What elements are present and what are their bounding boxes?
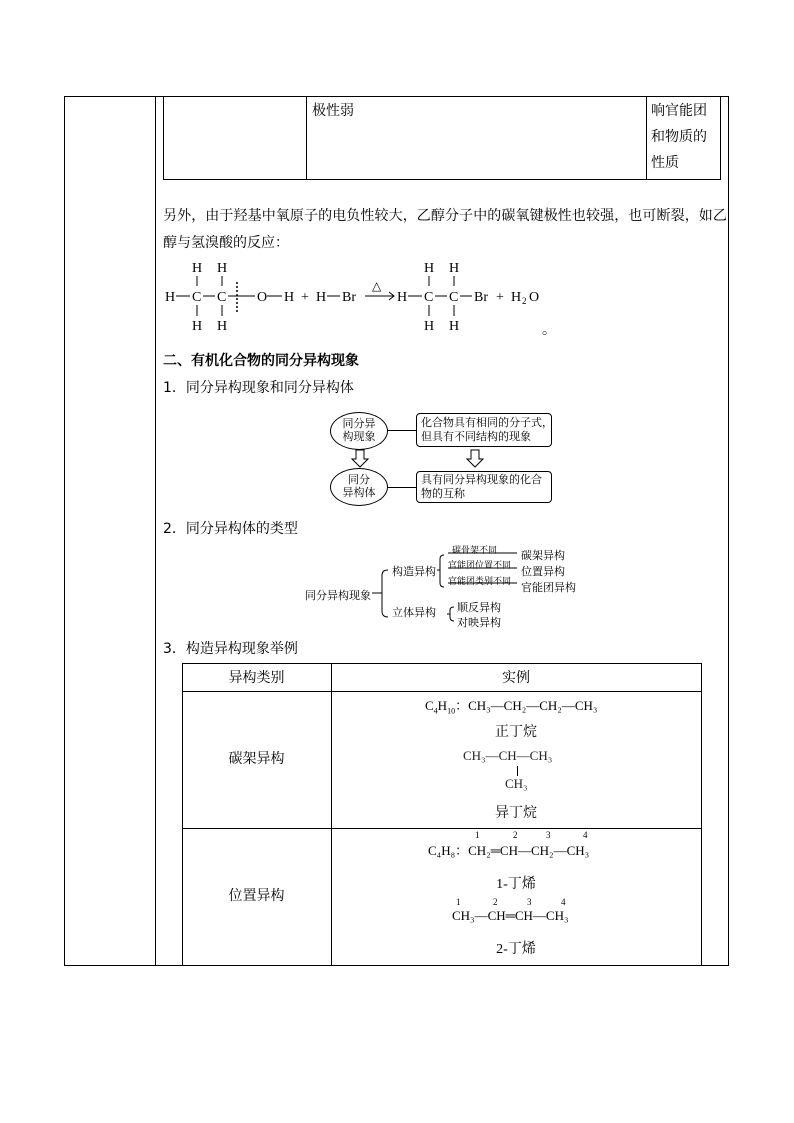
reaction-c1: C	[192, 290, 202, 305]
oval1-line2: 构现象	[342, 430, 376, 443]
top-table-left	[163, 96, 164, 180]
tree-result-position: 位置异构	[521, 565, 565, 578]
ex-row2-formula-prefix: C₄H₈：	[428, 843, 469, 858]
ex-row1-name1: 正丁烷	[495, 724, 537, 740]
reaction-h-bot4: H	[449, 319, 460, 334]
box1-line2: 但具有不同结构的现象	[421, 430, 531, 443]
reaction-period: 。	[542, 323, 556, 338]
outer-bottom-border	[64, 965, 729, 966]
ex-row1-formula-h: H	[437, 698, 448, 713]
reaction-plus2: +	[496, 290, 504, 305]
top-table-div1	[306, 96, 307, 180]
ex-row2-num1-2: 2	[513, 830, 518, 840]
reaction-svg	[160, 254, 580, 338]
tree-cond-position: 官能团位置不同	[448, 561, 512, 571]
ex-row2-num2-1: 1	[456, 897, 461, 907]
ex-table-top	[182, 663, 702, 664]
reaction-h-top4: H	[449, 261, 460, 276]
ex-row2-name1: 1-丁烯	[496, 877, 536, 892]
reaction-water-o: O	[529, 290, 540, 305]
top-table-cell-line2: 和物质的	[651, 129, 707, 145]
ex-row2-formula1	[428, 840, 589, 859]
reaction-h-top3: H	[424, 261, 435, 276]
ex-table-row1-bottom	[182, 828, 702, 829]
ex-row1-formula-sub2: 10	[447, 706, 456, 716]
tree-cis-trans: 顺反异构	[457, 601, 501, 614]
concept-box-2-text	[421, 473, 542, 501]
box2-line2: 物的互称	[421, 487, 465, 500]
tree-branch-constitutional: 构造异构	[392, 565, 436, 578]
ex-row1-branch-main: CH₃—CH—CH₃	[463, 748, 553, 763]
subheading-3: 3．构造异构现象举例	[163, 641, 298, 657]
ex-row2-num2-4: 4	[561, 897, 566, 907]
paragraph-line2: 醇与氢溴酸的反应：	[163, 235, 289, 251]
reaction-h-bot1: H	[192, 319, 203, 334]
ex-row1-category: 碳架异构	[228, 751, 285, 767]
reaction-h-top1: H	[192, 261, 203, 276]
ex-row2-formula-body: CH₂═CH—CH₂—CH₃	[468, 843, 590, 858]
ex-row2-num1-1: 1	[475, 830, 480, 840]
outer-right-border	[728, 96, 729, 966]
down-arrow-2	[466, 449, 484, 469]
reaction-br: Br	[342, 290, 356, 305]
reaction-c4: C	[449, 290, 459, 305]
ex-table-left	[182, 663, 183, 965]
outer-left-border	[64, 96, 65, 966]
top-table-right	[720, 96, 721, 180]
oval1-line1: 同分异	[342, 417, 376, 430]
connector-2	[388, 487, 416, 488]
ex-row1-formula	[425, 695, 597, 716]
top-table-cell-line3: 性质	[651, 155, 679, 171]
subheading-1: 1．同分异构现象和同分异构体	[163, 380, 354, 396]
paragraph-line1: 另外，由于羟基中氧原子的电负性较大，乙醇分子中的碳氧键极性也较强，也可断裂，如乙	[163, 208, 727, 224]
outer-col-divider	[155, 96, 156, 966]
concept-box-1-text	[421, 416, 553, 444]
reaction-heat-symbol: △	[372, 279, 382, 293]
down-arrow-1	[351, 449, 369, 469]
reaction-plus1: +	[301, 290, 309, 305]
top-table-div2	[646, 96, 647, 180]
ex-header-category: 异构类别	[228, 670, 285, 686]
reaction-c3: C	[424, 290, 434, 305]
oval2-line2: 异构体	[342, 486, 376, 499]
ex-table-header-bottom	[182, 691, 702, 692]
ex-row2-formula2: CH₃—CH═CH—CH₃	[452, 908, 569, 923]
reaction-br2: Br	[474, 290, 488, 305]
reaction-h-bot2: H	[217, 319, 228, 334]
tree-enantiomer: 对映异构	[457, 616, 501, 629]
top-table-cell-polarity: 极性弱	[312, 103, 354, 119]
ex-table-right	[701, 663, 702, 965]
ex-row2-num1-4: 4	[583, 830, 588, 840]
tree-result-skeleton: 碳架异构	[521, 549, 565, 562]
oval2-line1: 同分	[348, 473, 370, 486]
top-table-cell-line1: 响官能团	[651, 103, 707, 119]
ex-row1-formula-c: C	[425, 698, 434, 713]
ex-row1-formula-sub1: 4	[433, 706, 438, 716]
ex-row2-category: 位置异构	[228, 888, 285, 904]
reaction-water-sub: 2	[522, 296, 527, 306]
section-heading: 二、有机化合物的同分异构现象	[163, 353, 359, 369]
tree-cond-skeleton: 碳骨架不同	[452, 546, 498, 556]
ex-row2-num1-3: 3	[546, 830, 551, 840]
box2-line1: 具有同分异构现象的化合	[421, 473, 542, 486]
subheading-2: 2．同分异构体的类型	[163, 521, 298, 537]
concept-oval-2-text	[330, 473, 388, 499]
reaction-o: O	[257, 290, 268, 305]
reaction-h-left: H	[165, 290, 176, 305]
ex-header-example: 实例	[502, 670, 530, 686]
ex-row1-branch-bond	[517, 766, 518, 776]
reaction-c2: C	[217, 290, 227, 305]
tree-cond-class: 官能团类别不同	[448, 577, 512, 587]
reaction-h-bot3: H	[424, 319, 435, 334]
ex-row1-name2: 异丁烷	[495, 805, 537, 821]
ex-row2-name2: 2-丁烯	[496, 942, 536, 957]
connector-1	[388, 430, 416, 431]
reaction-h-hbr: H	[316, 290, 327, 305]
ex-row1-formula-rest: ：CH₃—CH₂—CH₂—CH₃	[455, 698, 598, 713]
tree-root: 同分异构现象	[305, 589, 371, 602]
reaction-h-left2: H	[397, 290, 408, 305]
tree-branch-stereo: 立体异构	[392, 606, 436, 619]
ex-row2-num2-3: 3	[527, 897, 532, 907]
reaction-h-top2: H	[217, 261, 228, 276]
ex-row1-branch-side: CH₃	[505, 776, 528, 791]
concept-oval-1-text	[330, 417, 388, 443]
reaction-water-h: H	[511, 290, 522, 305]
reaction-h-oh: H	[284, 290, 295, 305]
top-table-bottom	[163, 179, 721, 180]
tree-result-class: 官能团异构	[521, 581, 576, 594]
box1-line1: 化合物具有相同的分子式，	[421, 416, 553, 429]
ex-row2-num2-2: 2	[493, 897, 498, 907]
